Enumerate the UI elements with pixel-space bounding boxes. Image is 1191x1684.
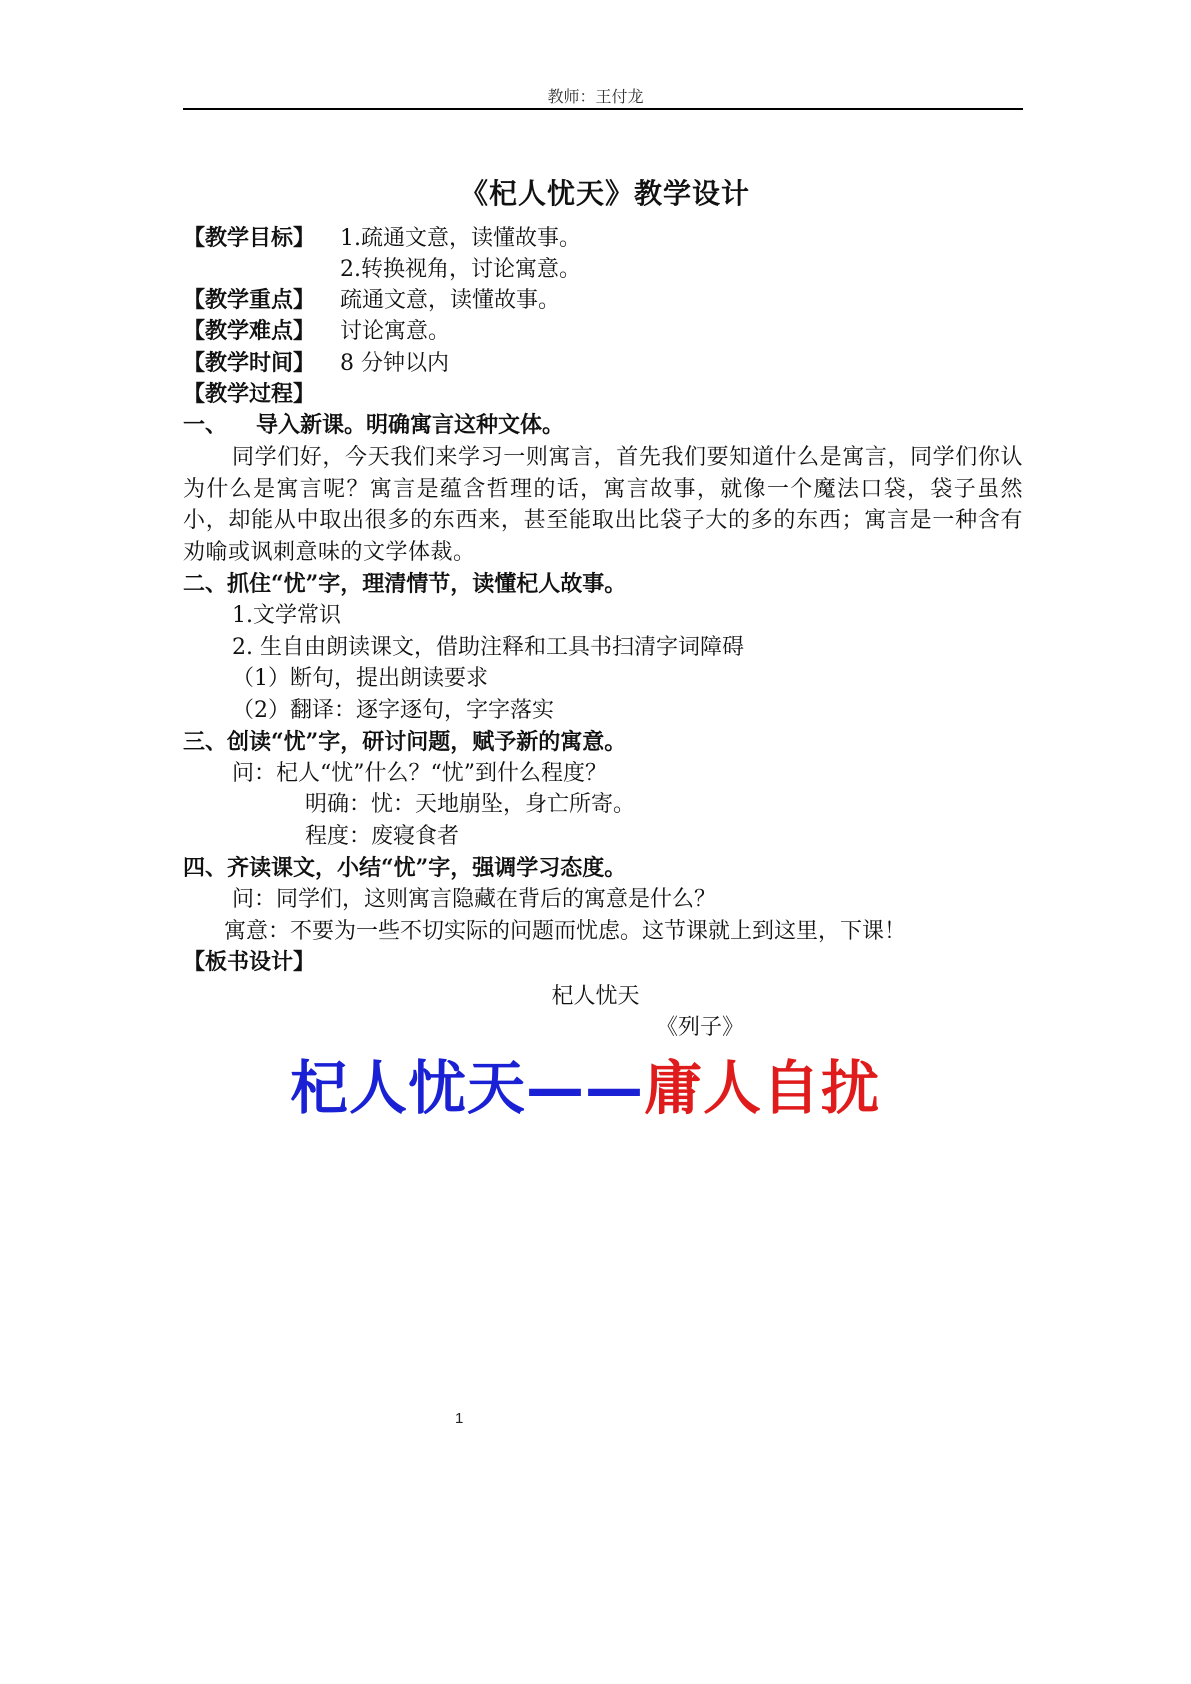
- key-points-row: [183, 285, 560, 316]
- process-label: 【教学过程】: [183, 381, 316, 407]
- section-1-number: 一、: [183, 412, 228, 438]
- time-text: 8 分钟以内: [340, 351, 449, 376]
- section-3-line-1: 问：杞人“忧”什么？“忧”到什么程度？: [232, 761, 607, 786]
- document-title: 《杞人忧天》教学设计: [459, 177, 750, 210]
- section-3-line-2: 明确：忧：天地崩坠，身亡所寄。: [305, 792, 636, 817]
- difficulties-text: 讨论寓意。: [340, 319, 451, 344]
- slogan-left: 杞人忧天——: [289, 1054, 644, 1122]
- key-points-label: 【教学重点】: [183, 287, 316, 313]
- objectives-row-1: [183, 223, 581, 254]
- key-points-text: 疏通文意，读懂故事。: [340, 288, 561, 313]
- board-title: 杞人忧天: [551, 984, 640, 1009]
- difficulties-label: 【教学难点】: [183, 318, 316, 344]
- page-number: 1: [455, 1410, 464, 1427]
- objective-item-2: 2.转换视角，讨论寓意。: [340, 257, 581, 282]
- board-source: 《列子》: [656, 1015, 745, 1040]
- section-2-heading: 二、抓住“忧”字，理清情节，读懂杞人故事。: [183, 571, 627, 597]
- section-1-paragraph: 同学们好，今天我们来学习一则寓言，首先我们要知道什么是寓言，同学们你认为什么是寓言呢？寓言是蕴含哲理的话，寓言故事，就像一个魔法口袋，袋子虽然小，却能从中取出很多的东西来，甚至能取出比袋子大的多的东西；寓言是一种含有劝喻或讽刺意味的文学体裁。: [183, 445, 1023, 565]
- section-1-title: 导入新课。明确寓言这种文体。: [256, 412, 565, 438]
- objectives-row-2: [340, 254, 581, 285]
- section-2-line-2: 2. 生自由朗读课文，借助注释和工具书扫清字词障碍: [232, 635, 744, 660]
- slogan-right: 庸人自扰: [644, 1054, 881, 1122]
- time-row: [183, 348, 449, 379]
- board-label: 【板书设计】: [183, 949, 316, 975]
- objective-item-1: 1.疏通文意，读懂故事。: [340, 226, 581, 251]
- page-header-teacher: 教师：王付龙: [547, 87, 644, 106]
- difficulties-row: [183, 316, 450, 347]
- section-2-line-1: 1.文学常识: [232, 603, 341, 628]
- section-2-line-4: （2）翻译：逐字逐句，字字落实: [232, 698, 554, 723]
- section-1-heading: [183, 410, 564, 441]
- section-4-line-1: 问：同学们，这则寓言隐藏在背后的寓意是什么？: [232, 887, 717, 912]
- section-3-heading: 三、创读“忧”字，研讨问题，赋予新的寓意。: [183, 729, 627, 755]
- board-slogan: [0, 1050, 1170, 1126]
- section-4-line-2: 寓意：不要为一些不切实际的问题而忧虑。这节课就上到这里，下课！: [224, 919, 907, 944]
- objectives-label: 【教学目标】: [183, 225, 316, 251]
- header-divider: [183, 108, 1023, 110]
- section-4-heading: 四、齐读课文，小结“忧”字，强调学习态度。: [183, 855, 627, 881]
- time-label: 【教学时间】: [183, 350, 316, 376]
- section-2-line-3: （1）断句，提出朗读要求: [232, 666, 488, 691]
- section-3-line-3: 程度：废寝食者: [305, 824, 460, 849]
